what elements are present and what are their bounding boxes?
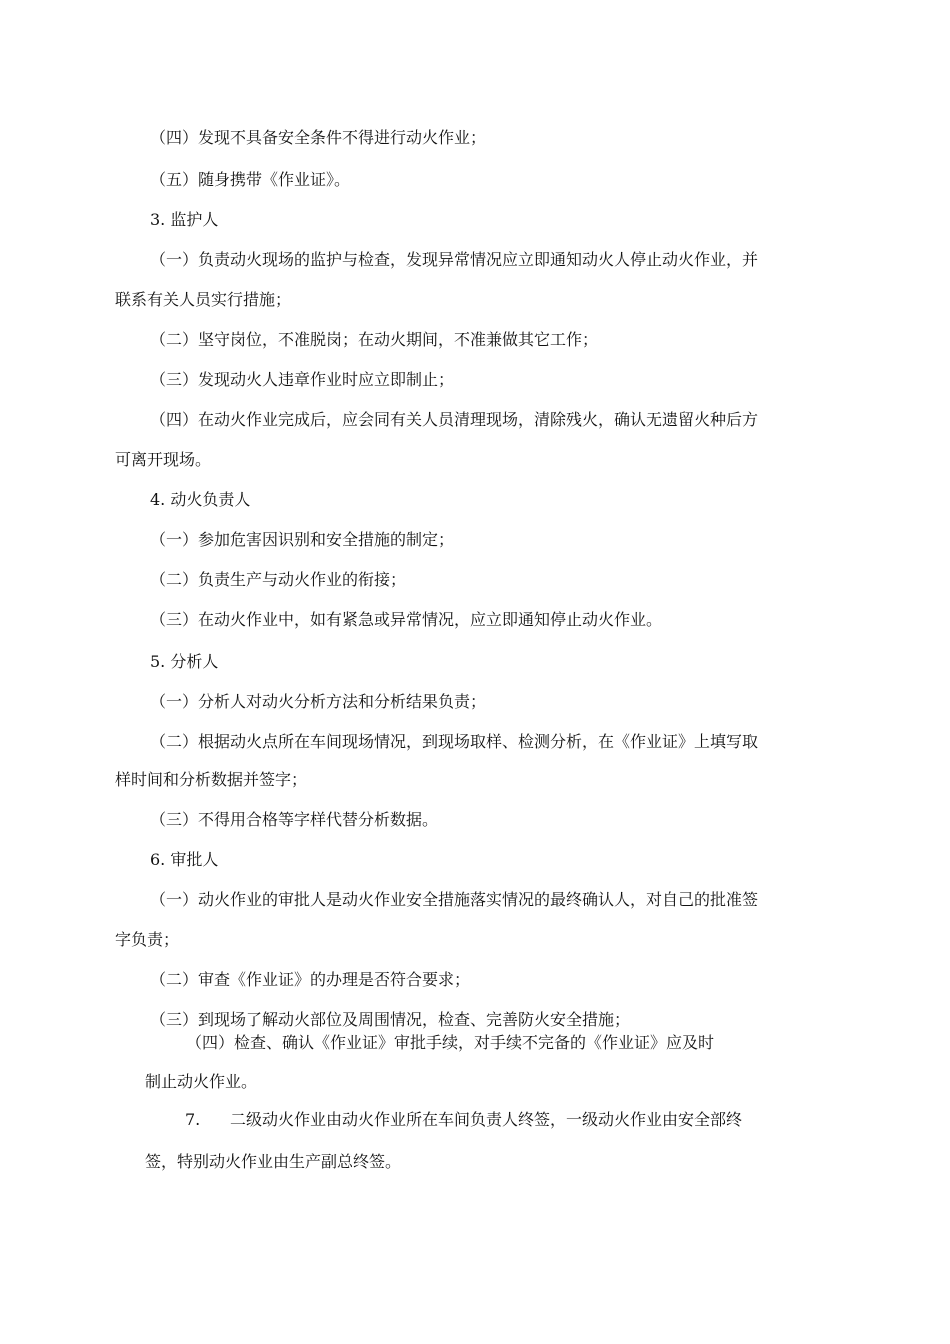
- text-line: （二）审查《作业证》的办理是否符合要求；: [150, 970, 471, 989]
- text-line: （一）参加危害因识别和安全措施的制定；: [150, 530, 455, 549]
- text-line: 可离开现场。: [115, 450, 212, 469]
- text-line: （二）根据动火点所在车间现场情况，到现场取样、检测分析，在《作业证》上填写取: [150, 732, 759, 751]
- section-heading: 3. 监护人: [150, 210, 219, 229]
- section-heading: 6. 审批人: [150, 850, 219, 869]
- text-line: （一）动火作业的审批人是动火作业安全措施落实情况的最终确认人，对自己的批准签: [150, 890, 759, 909]
- text-line: 制止动火作业。: [145, 1072, 258, 1091]
- text-line: （四）发现不具备安全条件不得进行动火作业；: [150, 128, 487, 147]
- text-line: 联系有关人员实行措施；: [115, 290, 292, 309]
- text-line: （三）不得用合格等字样代替分析数据。: [150, 810, 439, 829]
- text-line: （二）负责生产与动火作业的衔接；: [150, 570, 407, 589]
- text-line: 字负责；: [115, 930, 180, 949]
- text-line: （四）在动火作业完成后，应会同有关人员清理现场，清除残火，确认无遗留火种后方: [150, 410, 759, 429]
- text-line: （一）负责动火现场的监护与检查，发现异常情况应立即通知动火人停止动火作业，并: [150, 250, 759, 269]
- text-line: 签，特别动火作业由生产副总终签。: [145, 1152, 402, 1171]
- section-heading: 4. 动火负责人: [150, 490, 251, 509]
- text-line: （五）随身携带《作业证》。: [150, 170, 351, 189]
- text-line: 样时间和分析数据并签字；: [115, 770, 308, 789]
- text-line: （四）检查、确认《作业证》审批手续，对手续不完备的《作业证》应及时: [186, 1033, 715, 1052]
- text-line: （三）到现场了解动火部位及周围情况，检查、完善防火安全措施；: [150, 1010, 631, 1029]
- text-line: （二）坚守岗位，不准脱岗；在动火期间，不准兼做其它工作；: [150, 330, 599, 349]
- text-line: （三）在动火作业中，如有紧急或异常情况，应立即通知停止动火作业。: [150, 610, 663, 629]
- section-number: 7.: [185, 1110, 201, 1129]
- text-line: （一）分析人对动火分析方法和分析结果负责；: [150, 692, 487, 711]
- text-line: 二级动火作业由动火作业所在车间负责人终签，一级动火作业由安全部终: [230, 1110, 743, 1129]
- section-heading: 5. 分析人: [150, 652, 219, 671]
- text-line: （三）发现动火人违章作业时应立即制止；: [150, 370, 455, 389]
